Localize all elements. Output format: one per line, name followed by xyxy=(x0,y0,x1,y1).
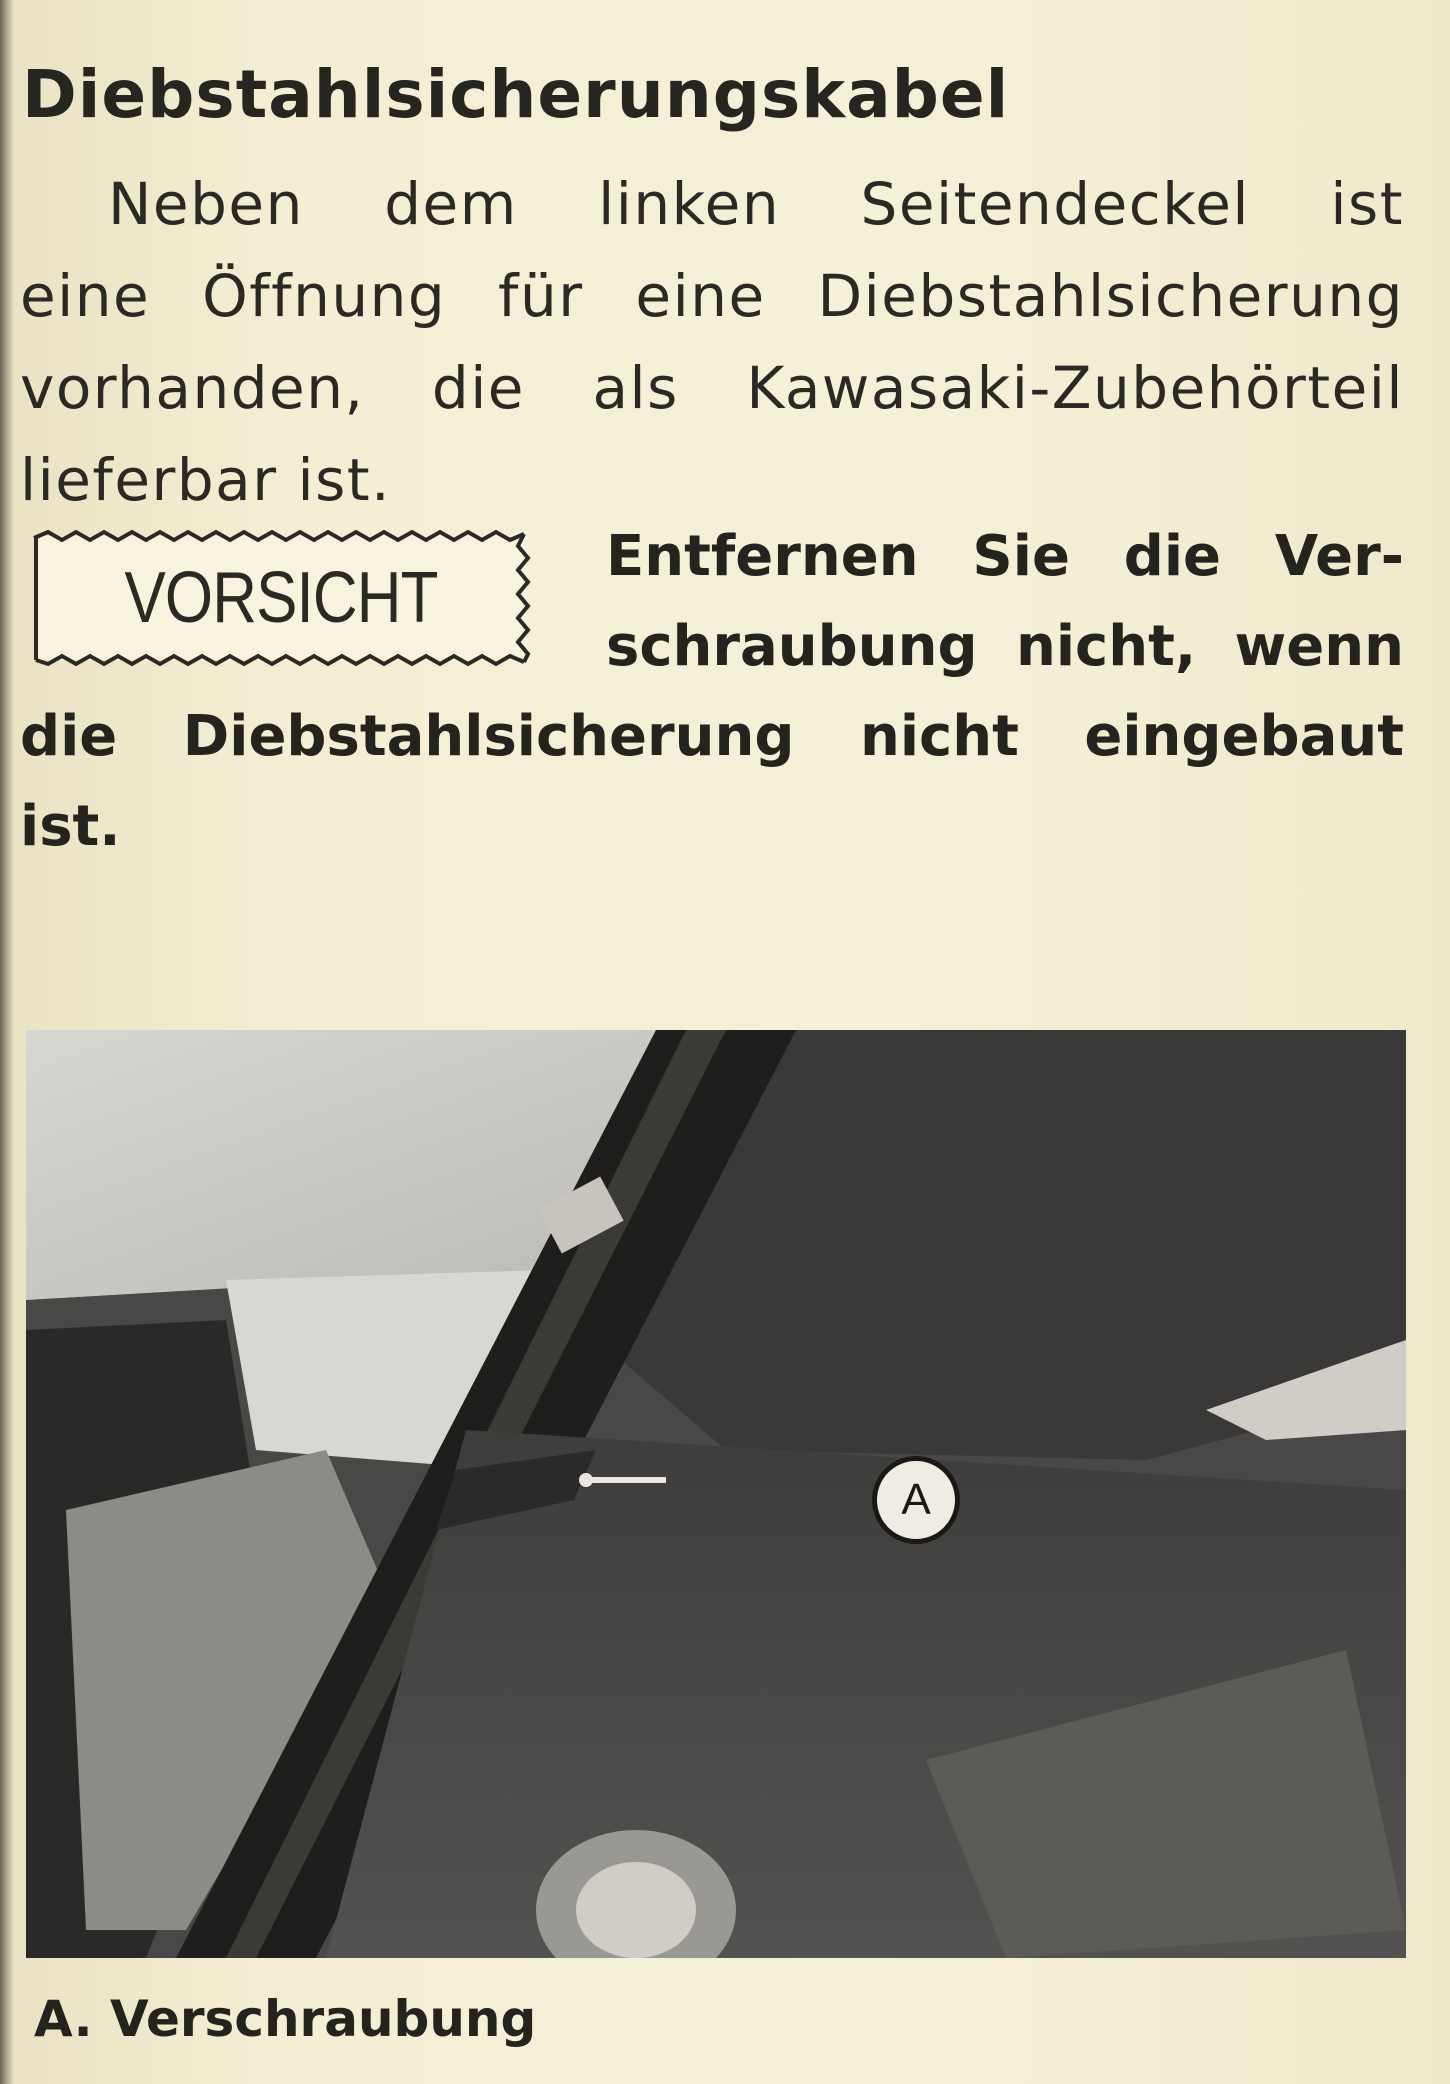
caution-label: VORSICHT xyxy=(124,558,438,638)
caution-badge xyxy=(28,528,534,668)
caution-line: Entfernen Sie die Ver- xyxy=(606,524,1404,589)
paragraph-line: Neben dem linken Seitendeckel ist xyxy=(108,170,1404,238)
figure-caption: A. Verschraubung xyxy=(34,1990,537,2048)
caution-text-right xyxy=(606,512,1404,692)
paragraph-line: eine Öffnung für eine Diebstahlsicherung xyxy=(20,262,1404,330)
paragraph-line: vorhanden, die als Kawasaki-Zubehörteil xyxy=(20,354,1404,422)
callout-marker-a: A xyxy=(872,1456,960,1544)
paragraph-line: lieferbar ist. xyxy=(20,446,392,514)
caution-line: die Diebstahlsicherung nicht eingebaut xyxy=(20,704,1404,769)
intro-paragraph xyxy=(20,158,1404,526)
caution-text-continued xyxy=(20,692,1404,872)
caution-line: schraubung nicht, wenn xyxy=(606,614,1404,679)
caution-line: ist. xyxy=(20,794,121,859)
motorcycle-photo xyxy=(26,1030,1406,1958)
section-title: Diebstahlsicherungskabel xyxy=(22,56,1010,133)
page-binding-edge xyxy=(0,0,14,2084)
photo-illustration xyxy=(26,1030,1406,1958)
